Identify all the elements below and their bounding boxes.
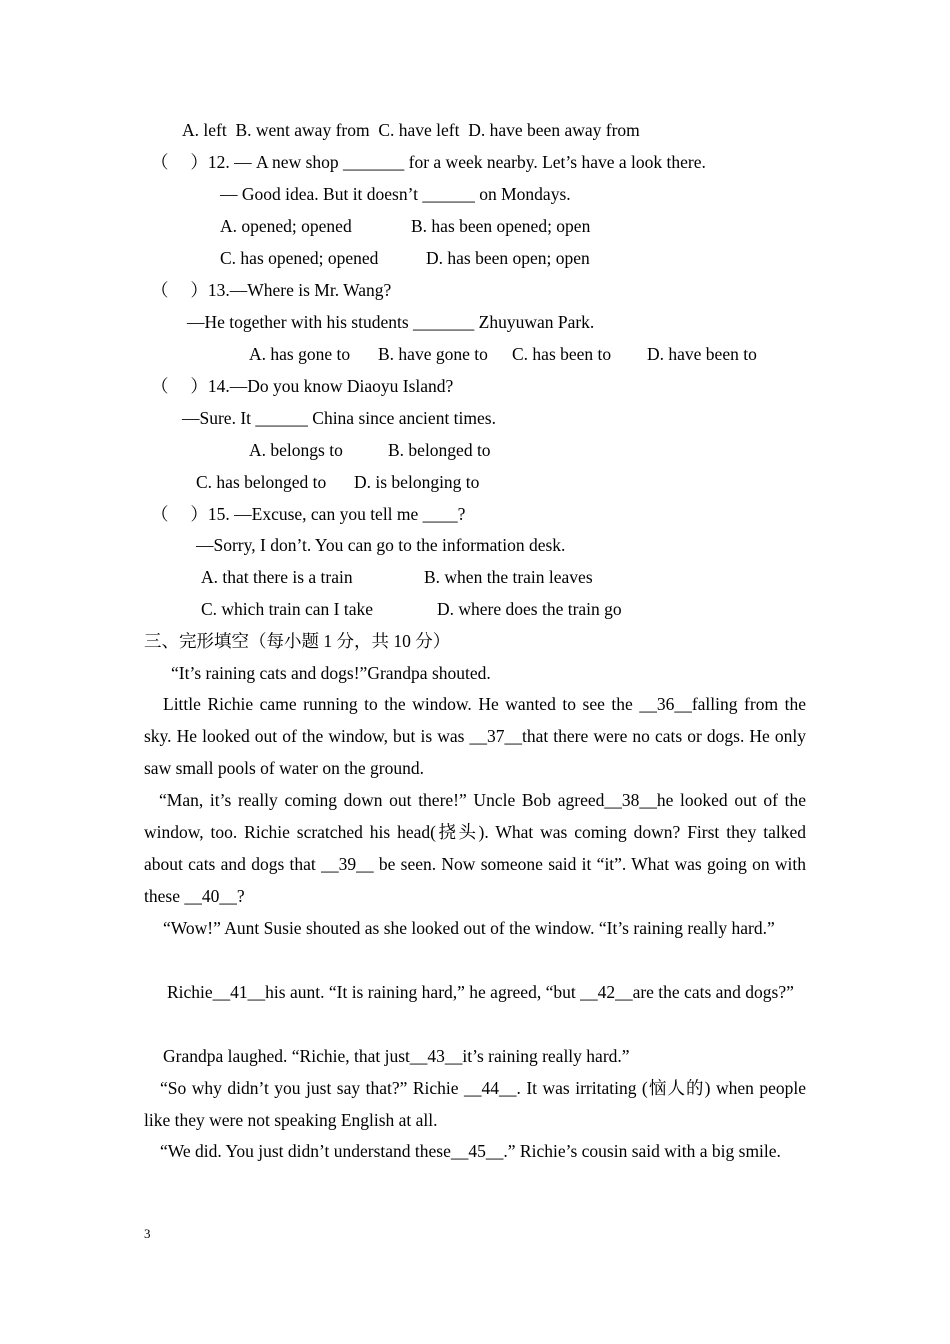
passage-paragraph-2: Little Richie came running to the window. He wanted to see the __36__falling from the sky. He looked out of the window, but is was __37__that there were no cats or dogs. He only saw small pools of water on the ground. — [144, 694, 806, 778]
q12-reply: — Good idea. But it doesn’t ______ on Mondays. — [220, 184, 571, 204]
q12-option-a: A. opened; opened — [220, 216, 352, 236]
q15-option-c: C. which train can I take — [201, 599, 374, 619]
q14-option-b: B. belonged to — [388, 440, 491, 460]
passage-paragraph-1: “It’s raining cats and dogs!”Grandpa shouted. — [171, 663, 491, 683]
q15-option-d: D. where does the train go — [437, 599, 622, 619]
q13-option-a: A. has gone to — [249, 344, 351, 364]
q12-option-b: B. has been opened; open — [411, 216, 591, 236]
passage-paragraph-5: Richie__41__his aunt. “It is raining hard,” he agreed, “but __42__are the cats and dogs?” — [167, 982, 794, 1002]
q12-option-d: D. has been open; open — [426, 248, 590, 268]
q13-option-b: B. have gone to — [378, 344, 488, 364]
q14-stem: （ ）14.—Do you know Diaoyu Island? — [151, 376, 454, 396]
q14-option-d: D. is belonging to — [354, 472, 480, 492]
q13-option-d: D. have been to — [647, 344, 757, 364]
passage-paragraph-7: “So why didn’t you just say that?” Richie __44__. It was irritating (恼人的) when people like they were not speaking English at all. — [144, 1078, 806, 1130]
q14-reply: —Sure. It ______ China since ancient times. — [182, 408, 496, 428]
q13-reply: —He together with his students _______ Zhuyuwan Park. — [187, 312, 595, 332]
q15-option-b: B. when the train leaves — [424, 567, 593, 587]
passage-paragraph-8: “We did. You just didn’t understand these__45__.” Richie’s cousin said with a big smile. — [160, 1141, 781, 1161]
q15-reply: —Sorry, I don’t. You can go to the information desk. — [196, 535, 566, 555]
passage-paragraph-3: “Man, it’s really coming down out there!” Uncle Bob agreed__38__he looked out of the window, too. Richie scratched his head(挠头). What was coming down? First they talked about cats and dogs that __39__ be seen. Now someone said it “it”. What was going on with these __40__? — [144, 790, 806, 906]
section-heading: 三、完形填空（每小题 1 分，共 10 分） — [144, 631, 451, 651]
q15-option-a: A. that there is a train — [201, 567, 353, 587]
q11-options: A. left B. went away from C. have left D. have been away from — [182, 120, 640, 140]
q12-stem: （ ）12. — A new shop _______ for a week nearby. Let’s have a look there. — [151, 152, 706, 172]
q13-stem: （ ）13.—Where is Mr. Wang? — [151, 280, 392, 300]
page-number: 3 — [144, 1226, 151, 1241]
passage-paragraph-4: “Wow!” Aunt Susie shouted as she looked out of the window. “It’s raining really hard.” — [163, 918, 775, 938]
passage-paragraph-6: Grandpa laughed. “Richie, that just__43__it’s raining really hard.” — [163, 1046, 630, 1066]
q13-option-c: C. has been to — [512, 344, 612, 364]
q15-stem: （ ）15. —Excuse, can you tell me ____? — [151, 504, 466, 524]
q12-option-c: C. has opened; opened — [220, 248, 379, 268]
q14-option-a: A. belongs to — [249, 440, 343, 460]
q14-option-c: C. has belonged to — [196, 472, 327, 492]
